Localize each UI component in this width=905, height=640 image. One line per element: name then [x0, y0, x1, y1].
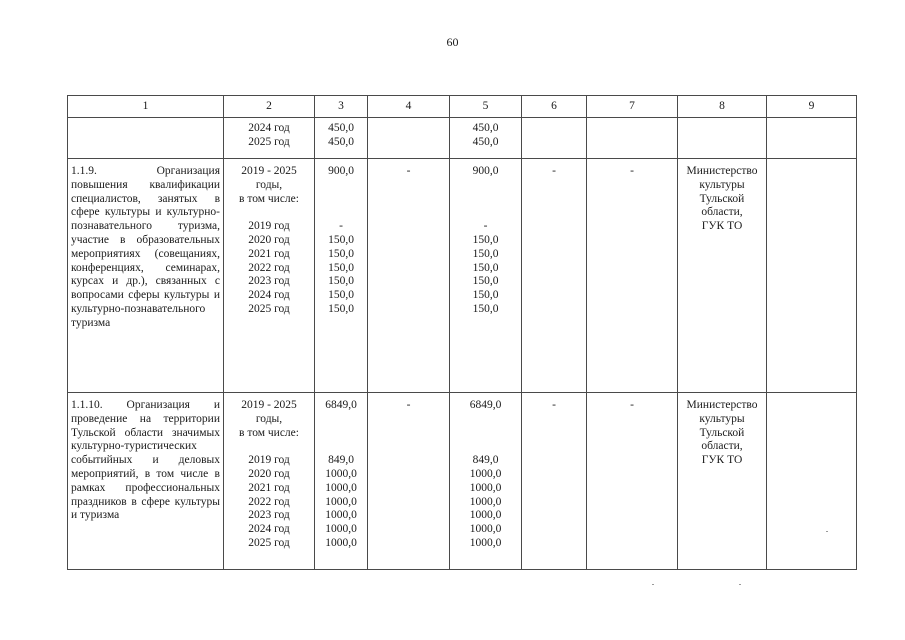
scan-speck [826, 531, 828, 532]
amount-cell-col5 [450, 159, 522, 393]
amount-cell-col3 [315, 393, 368, 570]
amount-cell-col6: - [522, 159, 587, 393]
period-label: годы, [255, 178, 283, 191]
amount-value: 150,0 [472, 233, 499, 246]
amount-value: 1000,0 [469, 481, 502, 494]
header-cell: 9 [767, 96, 857, 118]
year-label: 2025 год [248, 135, 290, 148]
executor-cell [678, 393, 767, 570]
executor-line: ГУК ТО [701, 454, 743, 467]
amount-value: 1000,0 [325, 536, 357, 549]
page-number: 60 [446, 35, 459, 49]
year-label: 2023 год [248, 275, 290, 288]
period-label: 2019 - 2025 [241, 399, 297, 411]
year-label: 2020 год [248, 467, 290, 480]
amount-value: 1000,0 [469, 523, 502, 536]
amount-cell-col4: - [368, 159, 450, 393]
amount-value: 150,0 [472, 261, 499, 274]
year-label: 2023 год [248, 509, 290, 522]
year-label: 2024 год [248, 289, 290, 302]
amount-value: 150,0 [328, 289, 354, 302]
years-cell [224, 159, 315, 393]
amount-value: 450,0 [328, 122, 354, 134]
amount-value: 450,0 [472, 122, 499, 134]
amount-cell-col7: - [587, 393, 678, 570]
amount-value: 849,0 [328, 454, 354, 467]
amount-cell-col4: - [368, 393, 450, 570]
amount-cell-col5 [450, 393, 522, 570]
executor-line: Министерство [686, 165, 758, 177]
amount-value: - [483, 220, 488, 233]
measure-row-1-1-9 [68, 159, 857, 393]
amount-cell-col6 [522, 118, 587, 159]
amount-cell-col6: - [522, 393, 587, 570]
year-label: 2022 год [248, 495, 290, 508]
header-cell: 3 [315, 96, 368, 118]
notes-cell [767, 159, 857, 393]
amount-value: 150,0 [472, 289, 499, 302]
description-cell [68, 118, 224, 159]
amount-value: 150,0 [328, 302, 354, 315]
amount-value: 150,0 [472, 275, 499, 288]
total-value: 6849,0 [325, 399, 357, 411]
year-label: 2024 год [248, 523, 290, 536]
executor-line: Министерство [686, 399, 758, 411]
year-label: 2019 год [248, 220, 290, 233]
header-cell: 4 [368, 96, 450, 118]
period-label: в том числе: [239, 192, 299, 205]
notes-cell [767, 393, 857, 570]
year-label: 2024 год [248, 122, 290, 134]
amount-value: 1000,0 [325, 495, 357, 508]
header-cell: 1 [68, 96, 224, 118]
header-row [68, 96, 857, 118]
header-cell: 2 [224, 96, 315, 118]
amount-value: 150,0 [328, 233, 354, 246]
amount-value: 450,0 [328, 135, 354, 148]
header-cell: 7 [587, 96, 678, 118]
measure-row-1-1-10 [68, 393, 857, 570]
executor-line: области, [701, 440, 743, 453]
period-label: в том числе: [239, 426, 299, 439]
continuation-row [68, 118, 857, 159]
period-label: 2019 - 2025 [241, 165, 297, 177]
scan-speck [739, 584, 741, 585]
amount-value: 150,0 [472, 247, 499, 260]
total-value: 900,0 [328, 165, 354, 177]
amount-value: 150,0 [328, 275, 354, 288]
total-value: 900,0 [472, 165, 499, 177]
executor-cell [678, 118, 767, 159]
period-label: годы, [255, 412, 283, 425]
amount-value: 849,0 [472, 454, 499, 467]
amount-cell-col5 [450, 118, 522, 159]
executor-line: области, [701, 206, 743, 219]
year-label: 2019 год [248, 454, 290, 467]
scan-speck [652, 584, 654, 585]
amount-cell-col7: - [587, 159, 678, 393]
amount-cell-col3 [315, 159, 368, 393]
amount-cell-col3 [315, 118, 368, 159]
description-cell: 1.1.9. Организация повышения квалификации специалистов, занятых в сфере культуры и культурно-познавательного туризма, участие в образовательных мероприятиях (совещаниях, конференциях, семинарах, курсах и др.), связанных с вопросами сферы культуры и культурно-познавательного туризма [68, 159, 224, 393]
amount-value: 150,0 [472, 302, 499, 315]
header-cell: 6 [522, 96, 587, 118]
amount-value: 1000,0 [325, 481, 357, 494]
amount-value: 1000,0 [325, 467, 357, 480]
year-label: 2020 год [248, 233, 290, 246]
year-label: 2021 год [248, 481, 290, 494]
total-value: 6849,0 [469, 399, 502, 411]
executor-line: ГУК ТО [701, 220, 743, 233]
executor-line: культуры [699, 412, 745, 425]
amount-value: 450,0 [472, 135, 499, 148]
year-label: 2025 год [248, 302, 290, 315]
measures-table [67, 95, 857, 570]
amount-value: - [339, 220, 343, 233]
amount-value: 1000,0 [469, 467, 502, 480]
amount-value: 1000,0 [469, 509, 502, 522]
amount-cell-col7 [587, 118, 678, 159]
year-label: 2021 год [248, 247, 290, 260]
amount-value: 150,0 [328, 261, 354, 274]
header-cell: 5 [450, 96, 522, 118]
amount-value: 150,0 [328, 247, 354, 260]
year-label: 2025 год [248, 536, 290, 549]
amount-value: 1000,0 [325, 523, 357, 536]
amount-value: 1000,0 [469, 495, 502, 508]
amount-value: 1000,0 [469, 536, 502, 549]
amount-value: 1000,0 [325, 509, 357, 522]
executor-line: Тульской [699, 192, 745, 205]
notes-cell [767, 118, 857, 159]
executor-cell [678, 159, 767, 393]
years-cell [224, 118, 315, 159]
executor-line: Тульской [699, 426, 745, 439]
years-cell [224, 393, 315, 570]
year-label: 2022 год [248, 261, 290, 274]
description-cell: 1.1.10. Организация и проведение на территории Тульской области значимых культурно-туристических событийных и деловых мероприятий, в том числе в рамках профессиональных праздников в сфере культуры и туризма [68, 393, 224, 570]
header-cell: 8 [678, 96, 767, 118]
amount-cell-col4 [368, 118, 450, 159]
executor-line: культуры [699, 178, 745, 191]
